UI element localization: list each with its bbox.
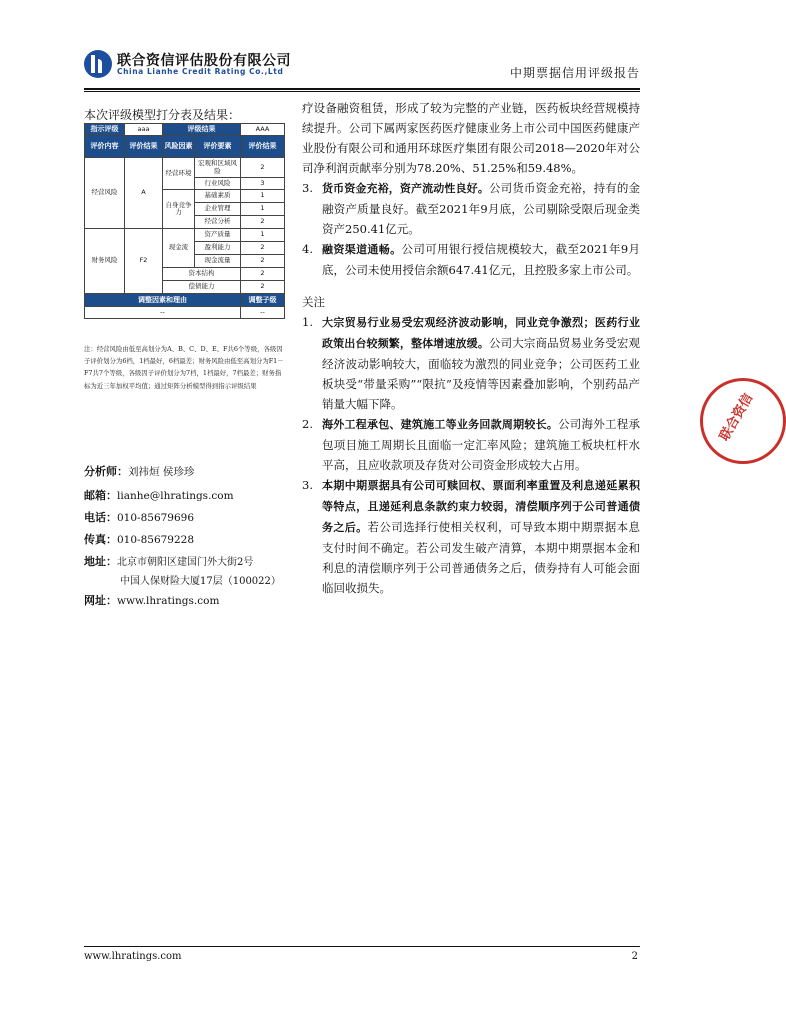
adjustment-value: -- xyxy=(85,307,241,319)
header-rule-thin xyxy=(84,91,640,92)
website-value[interactable]: www.lhratings.com xyxy=(117,595,220,607)
footer-rule xyxy=(84,946,640,947)
header-eval-score: 评价结果 xyxy=(241,136,285,158)
email-line xyxy=(84,487,234,503)
adjustment-level-value: -- xyxy=(241,307,285,319)
score-cell: 2 xyxy=(241,242,285,255)
score-cell: 2 xyxy=(241,216,285,229)
indicative-rating-label: 指示评级 xyxy=(85,124,125,136)
competitiveness-label: 自身竞争力 xyxy=(163,190,195,229)
table-title: 本次评级模型打分表及结果： xyxy=(84,108,241,122)
address-value-2: 中国人保财险大厦17层（100022） xyxy=(120,576,281,587)
concerns-heading: 关注 xyxy=(302,295,325,309)
op-risk-label: 经营风险 xyxy=(85,158,125,229)
score-cell: 1 xyxy=(241,203,285,216)
logo-chinese-name: 联合资信评估股份有限公司 xyxy=(117,53,291,69)
env-label: 经营环境 xyxy=(163,158,195,190)
rating-result-label: 评级结果 xyxy=(163,124,241,136)
item-text: 公司可用银行授信规模较大，截至2021年9月底，公司未使用授信余额647.41亿元，且控股多家上市公司。 xyxy=(322,242,640,277)
element-cell: 偿债能力 xyxy=(163,281,241,294)
email-value[interactable]: lianhe@lhratings.com xyxy=(117,490,234,502)
table-row xyxy=(85,136,285,158)
score-cell: 1 xyxy=(241,190,285,203)
tel-label: 电话： xyxy=(84,511,117,524)
email-label: 邮箱： xyxy=(84,489,117,502)
fax-line xyxy=(84,531,194,547)
fax-label: 传真： xyxy=(84,533,117,546)
element-cell: 盈利能力 xyxy=(195,242,241,255)
item-number: 1. xyxy=(302,315,313,329)
header-eval-content: 评价内容 xyxy=(85,136,125,158)
element-cell: 基础素质 xyxy=(195,190,241,203)
element-cell: 行业风险 xyxy=(195,178,241,190)
header-rule xyxy=(84,88,640,90)
element-cell: 资产质量 xyxy=(195,229,241,242)
analysts-names: 刘祎烜 侯珍珍 xyxy=(128,466,195,478)
list-item xyxy=(302,239,640,280)
item-heading: 融资渠道通畅。 xyxy=(322,243,402,256)
address-label: 地址： xyxy=(84,555,117,568)
item-heading: 本期中期票据具有公司可赎回权、票面利率重置及利息递延累积等特点，且递延利息条款约束力较弱，清偿顺序列于公司普通债务之后。 xyxy=(322,479,640,534)
op-risk-result: A xyxy=(125,158,163,229)
table-note: 注：经营风险由低至高划分为A、B、C、D、E、F共6个等级，各级因子评价划分为6档，1档最好，6档最差；财务风险由低至高划分为F1－F7共7个等级，各级因子评价划分为7档，1档最好，7档最差；财务指标为近三年加权平均值；通过矩阵分析模型得到指示评级结果 xyxy=(84,345,284,390)
website-label: 网址： xyxy=(84,594,117,607)
item-heading: 海外工程承包、建筑施工等业务回款周期较长。 xyxy=(322,418,559,431)
item-text: 公司海外工程承包项目施工周期长且面临一定汇率风险；建筑施工板块杠杆水平高，且应收款项及存货对公司资金形成较大占用。 xyxy=(322,417,641,472)
adjustment-level-header: 调整子级 xyxy=(241,294,285,307)
list-item xyxy=(302,475,640,598)
seal-text: 联合资信 xyxy=(717,391,757,444)
item-heading: 货币资金充裕，资产流动性良好。 xyxy=(322,182,489,195)
tel-line xyxy=(84,509,194,525)
score-cell: 3 xyxy=(241,178,285,190)
rating-result-value: AAA xyxy=(241,124,285,136)
address-line xyxy=(84,553,253,569)
item-number: 4. xyxy=(302,242,313,256)
intro-paragraph: 疗设备融资租赁，形成了较为完整的产业链，医药板块经营规模持续提升。公司下属两家医药医疗健康业务上市公司中国医药健康产业股份有限公司和通用环球医疗集团有限公司2018—2020年对公司净利润贡献率分别为78.20%、51.25%和59.48%。 xyxy=(302,101,640,175)
report-title: 中期票据信用评级报告 xyxy=(509,66,640,80)
table-row xyxy=(85,124,285,136)
header-risk-factor: 风险因素 xyxy=(163,136,195,158)
fin-risk-result: F2 xyxy=(125,229,163,294)
table-row xyxy=(85,294,285,307)
analysts-label: 分析师： xyxy=(84,465,128,478)
list-item xyxy=(302,414,640,475)
score-cell: 1 xyxy=(241,229,285,242)
company-logo xyxy=(84,50,294,80)
logo-mark-icon xyxy=(84,50,112,78)
header-eval-result: 评价结果 xyxy=(125,136,163,158)
company-seal xyxy=(700,378,786,464)
main-text-column xyxy=(302,98,640,598)
item-number: 2. xyxy=(302,417,313,431)
table-row xyxy=(85,229,285,242)
element-cell: 企业管理 xyxy=(195,203,241,216)
list-item xyxy=(302,312,640,414)
fin-risk-label: 财务风险 xyxy=(85,229,125,294)
item-text: 公司大宗商品贸易业务受宏观经济波动影响较大，面临较为激烈的同业竞争；公司医药工业板块受“带量采购”“限抗”及疫情等因素叠加影响，个别药品产销量大幅下降。 xyxy=(322,336,641,411)
score-cell: 2 xyxy=(241,158,285,178)
element-cell: 现金流量 xyxy=(195,255,241,268)
address-value-1: 北京市朝阳区建国门外大街2号 xyxy=(117,557,254,568)
item-text: 公司货币资金充裕，持有的金融资产质量良好。截至2021年9月底，公司剔除受限后现金类资产250.41亿元。 xyxy=(322,181,641,236)
logo-english-name: China Lianhe Credit Rating Co.,Ltd xyxy=(117,67,284,76)
cashflow-label: 现金流 xyxy=(163,229,195,268)
item-number: 3. xyxy=(302,181,313,195)
table-row xyxy=(85,158,285,178)
adjustment-header: 调整因素和理由 xyxy=(85,294,241,307)
table-row xyxy=(85,307,285,319)
item-text: 若公司选择行使相关权利，可导致本期中期票据本息支付时间不确定。若公司发生破产清算，本期中期票据本金和利息的清偿顺序列于公司普通债务之后，债券持有人可能会面临回收损失。 xyxy=(322,520,641,595)
indicative-rating-value: aaa xyxy=(125,124,163,136)
footer-website[interactable]: www.lhratings.com xyxy=(84,951,182,962)
element-cell: 经营分析 xyxy=(195,216,241,229)
analysts-line xyxy=(84,463,194,479)
tel-value: 010-85679696 xyxy=(117,512,195,524)
item-heading: 大宗贸易行业易受宏观经济波动影响，同业竞争激烈；医药行业政策出台较频繁，整体增速放缓。 xyxy=(322,316,640,350)
element-cell: 资本结构 xyxy=(163,268,241,281)
score-cell: 2 xyxy=(241,281,285,294)
element-cell: 宏观和区域风险 xyxy=(195,158,241,178)
page-number: 2 xyxy=(631,951,638,962)
item-number: 3. xyxy=(302,478,313,492)
header-eval-element: 评价要素 xyxy=(195,136,241,158)
rating-model-table xyxy=(84,123,285,319)
fax-value: 010-85679228 xyxy=(117,534,195,546)
score-cell: 2 xyxy=(241,268,285,281)
list-item xyxy=(302,178,640,239)
score-cell: 2 xyxy=(241,255,285,268)
website-line xyxy=(84,592,219,608)
